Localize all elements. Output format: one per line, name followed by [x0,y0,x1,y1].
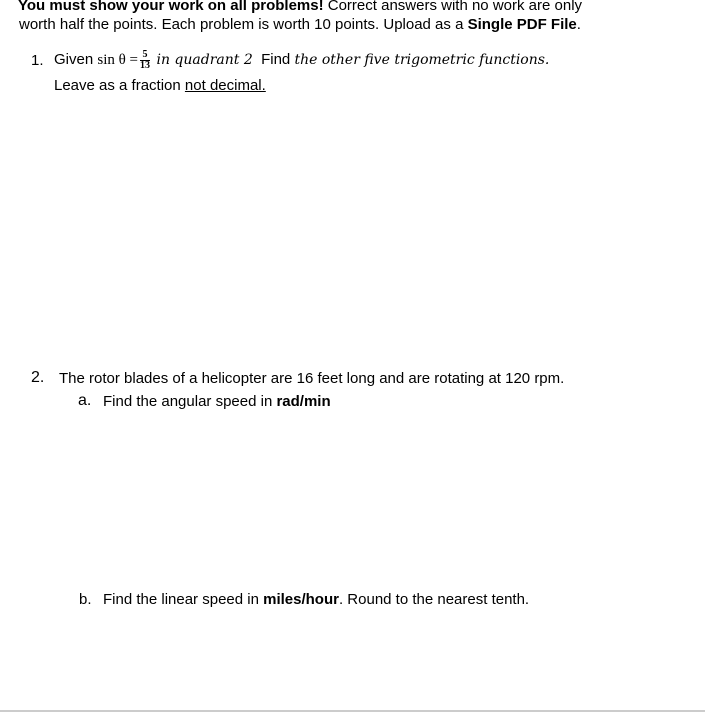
instructions-line-1 [18,0,582,14]
bold-unit: miles/hour [263,591,339,608]
underlined-text: not decimal. [184,77,266,94]
instructions-bold: You must show your work on all problems! [18,0,324,14]
fraction-denominator: 13 [140,59,151,71]
math-expression: the other five trigometric functions. [294,52,550,68]
problem-2a-text [103,393,331,410]
problem-2b-text [103,591,529,608]
problem-text: Leave as a fraction [54,77,185,94]
problem-text: Find the linear speed in [103,591,264,608]
problem-text: Find the angular speed in [103,393,277,410]
problem-text: Find [261,51,295,68]
math-expression: sin θ = [97,52,139,68]
problem-2b-label: b. [79,591,92,608]
instructions-text: worth half the points. Each problem is worth 10 points. Upload as a [19,16,468,33]
page-divider [0,710,705,712]
fraction [140,50,150,71]
problem-text: Given [54,51,98,68]
problem-1-line-2 [54,77,266,94]
instructions-text: . [576,16,581,33]
problem-1-number: 1. [31,52,44,69]
instructions-bold: Single PDF File [467,16,577,33]
instructions-text: Correct answers with no work are only [323,0,583,14]
math-expression: in quadrant 2 [152,52,253,68]
bold-unit: rad/min [276,393,331,410]
problem-1-question [54,48,549,72]
fraction-numerator: 5 [140,50,150,61]
problem-2-number: 2. [31,369,45,386]
problem-2-text: The rotor blades of a helicopter are 16 feet long and are rotating at 120 rpm. [59,370,565,387]
problem-text: . Round to the nearest tenth. [338,591,530,608]
instructions-line-2 [19,16,581,33]
problem-2a-label: a. [78,392,92,409]
